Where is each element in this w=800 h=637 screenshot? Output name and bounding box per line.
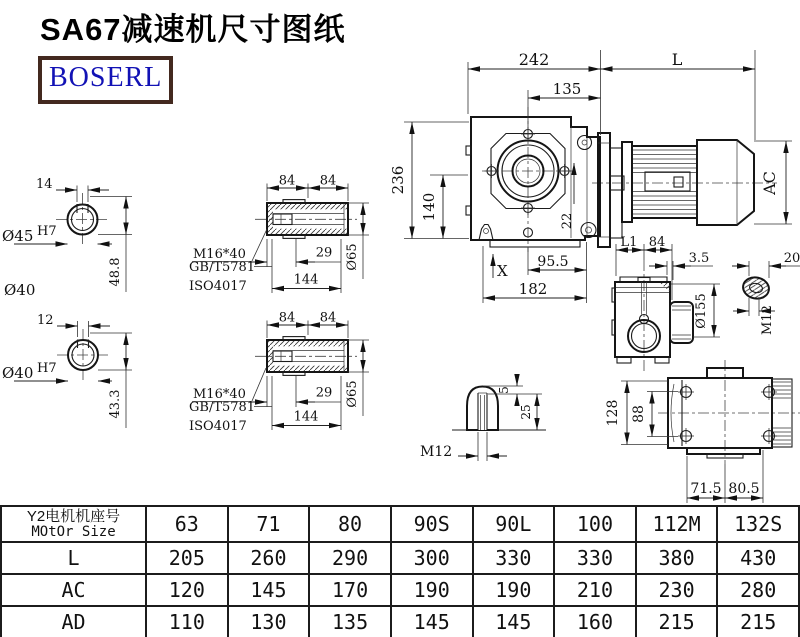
cell: 190 bbox=[473, 574, 555, 606]
cell: 170 bbox=[309, 574, 391, 606]
col-100: 100 bbox=[554, 506, 636, 542]
cell: 110 bbox=[146, 606, 228, 637]
dim-84-b: 84 bbox=[319, 173, 337, 189]
cell: 145 bbox=[228, 574, 310, 606]
col-63: 63 bbox=[146, 506, 228, 542]
dim-height-48-8: 48.8 bbox=[108, 257, 123, 287]
dim-bore-40: Ø40 bbox=[2, 364, 34, 382]
dim-71-5: 71.5 bbox=[690, 481, 722, 497]
note-iso-b: ISO4017 bbox=[189, 419, 247, 434]
dim-keyway-14: 14 bbox=[36, 177, 53, 192]
view-output-bore-45 bbox=[2, 177, 132, 299]
dim-29-b: 29 bbox=[315, 385, 333, 401]
dim-88: 88 bbox=[631, 405, 647, 423]
dim-135: 135 bbox=[552, 80, 582, 98]
table-header-motor-size bbox=[1, 506, 146, 542]
dim-242: 242 bbox=[518, 50, 550, 69]
note-gb-b: GB/T5781 bbox=[189, 400, 256, 415]
cell: 330 bbox=[473, 542, 555, 574]
label-x-axis: X bbox=[497, 262, 508, 280]
note-iso: ISO4017 bbox=[189, 279, 247, 294]
cell: 300 bbox=[391, 542, 473, 574]
label-d40: Ø40 bbox=[4, 281, 36, 299]
cell: 120 bbox=[146, 574, 228, 606]
dim-84-c: 84 bbox=[278, 310, 296, 326]
page-title: SA67减速机尺寸图纸 bbox=[40, 12, 346, 47]
cell: 330 bbox=[554, 542, 636, 574]
dim-140: 140 bbox=[420, 192, 438, 222]
fastener-note-top bbox=[189, 229, 272, 294]
view-hollow-shaft-bottom bbox=[249, 311, 369, 431]
view-output-bore-40 bbox=[2, 313, 132, 428]
dim-height-43-3: 43.3 bbox=[108, 389, 123, 419]
stud-section bbox=[741, 275, 771, 301]
cell: 280 bbox=[717, 574, 799, 606]
table-row-L bbox=[1, 542, 799, 574]
motor-size-table bbox=[0, 505, 800, 637]
fastener-note-bottom bbox=[189, 368, 272, 434]
topview-bolts bbox=[678, 384, 777, 444]
dim-3-5: 3.5 bbox=[688, 251, 710, 266]
cell: 215 bbox=[717, 606, 799, 637]
dim-L: L bbox=[671, 50, 683, 69]
view-gearbox-side bbox=[612, 235, 800, 373]
view-gearbox-topview bbox=[605, 360, 800, 503]
dim-bore-45-tol: H7 bbox=[37, 224, 57, 239]
dim-84-a: 84 bbox=[278, 173, 296, 189]
header-en: MOtOr Size bbox=[31, 524, 116, 540]
cell: 210 bbox=[554, 574, 636, 606]
dim-5: 5 bbox=[497, 386, 511, 394]
header-cn: Y2电机机座号 bbox=[26, 508, 121, 525]
dim-236: 236 bbox=[389, 165, 407, 195]
col-112m: 112M bbox=[636, 506, 718, 542]
dim-keyway-12: 12 bbox=[37, 313, 54, 328]
dim-L1: L1 bbox=[620, 235, 638, 250]
dim-144-b: 144 bbox=[293, 409, 319, 425]
col-80: 80 bbox=[309, 506, 391, 542]
dim-25: 25 bbox=[519, 404, 533, 420]
dim-84-side: 84 bbox=[648, 235, 666, 250]
dim-84-d: 84 bbox=[319, 310, 337, 326]
dim-bore-45: Ø45 bbox=[2, 227, 34, 245]
note-bolt: M16*40 bbox=[193, 247, 246, 262]
dim-95-5: 95.5 bbox=[537, 254, 569, 270]
cell: 290 bbox=[309, 542, 391, 574]
dim-bore-40-tol: H7 bbox=[37, 361, 57, 376]
dim-AC: AC bbox=[760, 171, 779, 195]
row-label-L: L bbox=[1, 542, 146, 574]
dim-20: 20 bbox=[783, 251, 800, 266]
view-hollow-shaft-top bbox=[249, 174, 369, 294]
row-label-AC: AC bbox=[1, 574, 146, 606]
motor-fins bbox=[633, 150, 696, 214]
note-bolt-b: M16*40 bbox=[193, 387, 246, 402]
cell: 160 bbox=[554, 606, 636, 637]
view-main-assembly bbox=[389, 50, 792, 303]
cell: 145 bbox=[473, 606, 555, 637]
cell: 260 bbox=[228, 542, 310, 574]
dim-22: 22 bbox=[560, 212, 575, 230]
cell: 215 bbox=[636, 606, 718, 637]
dim-80-5: 80.5 bbox=[728, 481, 760, 497]
cell: 190 bbox=[391, 574, 473, 606]
table-header-row bbox=[1, 506, 799, 542]
table-row-AD bbox=[1, 606, 799, 637]
cell: 130 bbox=[228, 606, 310, 637]
label-m12-plug: M12 bbox=[420, 444, 453, 460]
dim-144: 144 bbox=[293, 272, 319, 288]
note-gb: GB/T5781 bbox=[189, 260, 256, 275]
col-90s: 90S bbox=[391, 506, 473, 542]
dim-29: 29 bbox=[315, 245, 333, 261]
col-90l: 90L bbox=[473, 506, 555, 542]
dim-d65: Ø65 bbox=[345, 243, 360, 271]
cell: 135 bbox=[309, 606, 391, 637]
col-71: 71 bbox=[228, 506, 310, 542]
brand-text: BOSERL bbox=[49, 62, 163, 93]
cell: 380 bbox=[636, 542, 718, 574]
dim-d155: Ø155 bbox=[694, 293, 709, 329]
dim-d65-b: Ø65 bbox=[345, 380, 360, 408]
col-132s: 132S bbox=[717, 506, 799, 542]
cell: 430 bbox=[717, 542, 799, 574]
cell: 205 bbox=[146, 542, 228, 574]
dim-128: 128 bbox=[605, 399, 621, 427]
view-breather-plug bbox=[420, 374, 546, 461]
label-m12-stud: M12 bbox=[760, 305, 775, 335]
table-row-AC bbox=[1, 574, 799, 606]
cell: 145 bbox=[391, 606, 473, 637]
dim-182: 182 bbox=[518, 280, 548, 298]
row-label-AD: AD bbox=[1, 606, 146, 637]
cell: 230 bbox=[636, 574, 718, 606]
